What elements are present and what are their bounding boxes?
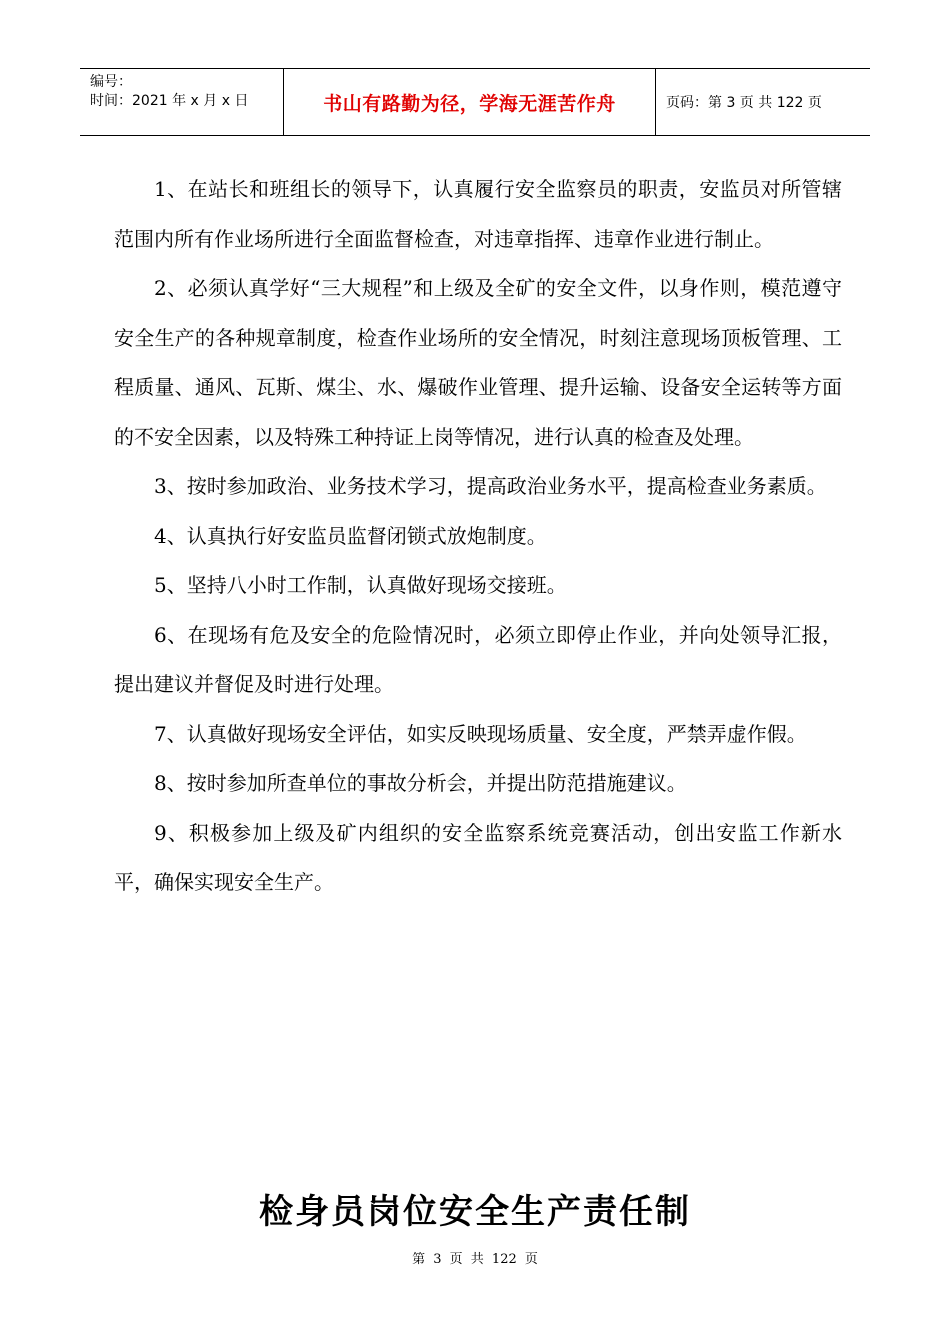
document-header: [80, 68, 870, 136]
header-meta-cell: [80, 69, 284, 135]
paragraph-6: 6、在现场有危及安全的危险情况时，必须立即停止作业，并向处领导汇报，提出建议并督促及时进行处理。: [114, 622, 842, 696]
number-label: 编号：: [90, 74, 132, 90]
paragraph-7: 7、认真做好现场安全评估，如实反映现场质量、安全度，严禁弄虚作假。: [154, 721, 807, 746]
header-motto: 书山有路勤为径，学海无涯苦作舟: [284, 69, 656, 135]
paragraph-3: 3、按时参加政治、业务技术学习，提高政治业务水平，提高检查业务素质。: [154, 474, 827, 498]
paragraph-1: 1、在站长和班组长的领导下，认真履行安全监察员的职责，安监员对所管辖范围内所有作业场所进行全面监督检查，对违章指挥、违章作业进行制止。: [114, 177, 842, 251]
date-label: 时间：2021 年 x 月 x 日: [90, 93, 249, 109]
paragraph-5: 5、坚持八小时工作制，认真做好现场交接班。: [154, 573, 567, 597]
document-body: [114, 165, 842, 908]
header-page-info: 页码：第 3 页 共 122 页: [666, 95, 822, 111]
paragraph-9: 9、积极参加上级及矿内组织的安全监察系统竞赛活动，创出安监工作新水平，确保实现安全生产。: [114, 820, 842, 894]
page-footer: 第 3 页 共 122 页: [412, 1252, 538, 1267]
paragraph-8: 8、按时参加所查单位的事故分析会，并提出防范措施建议。: [154, 771, 687, 795]
paragraph-4: 4、认真执行好安监员监督闭锁式放炮制度。: [154, 523, 547, 548]
section-title: 检身员岗位安全生产责任制: [259, 1192, 691, 1232]
paragraph-2: 2、必须认真学好“三大规程”和上级及全矿的安全文件，以身作则，模范遵守安全生产的各种规章制度，检查作业场所的安全情况，时刻注意现场顶板管理、工程质量、通风、瓦斯、煤尘、水、爆破作业管理、提升运输、设备安全运转等方面的不安全因素，以及特殊工种持证上岗等情况，进行认真的检查及处理。: [114, 276, 842, 449]
